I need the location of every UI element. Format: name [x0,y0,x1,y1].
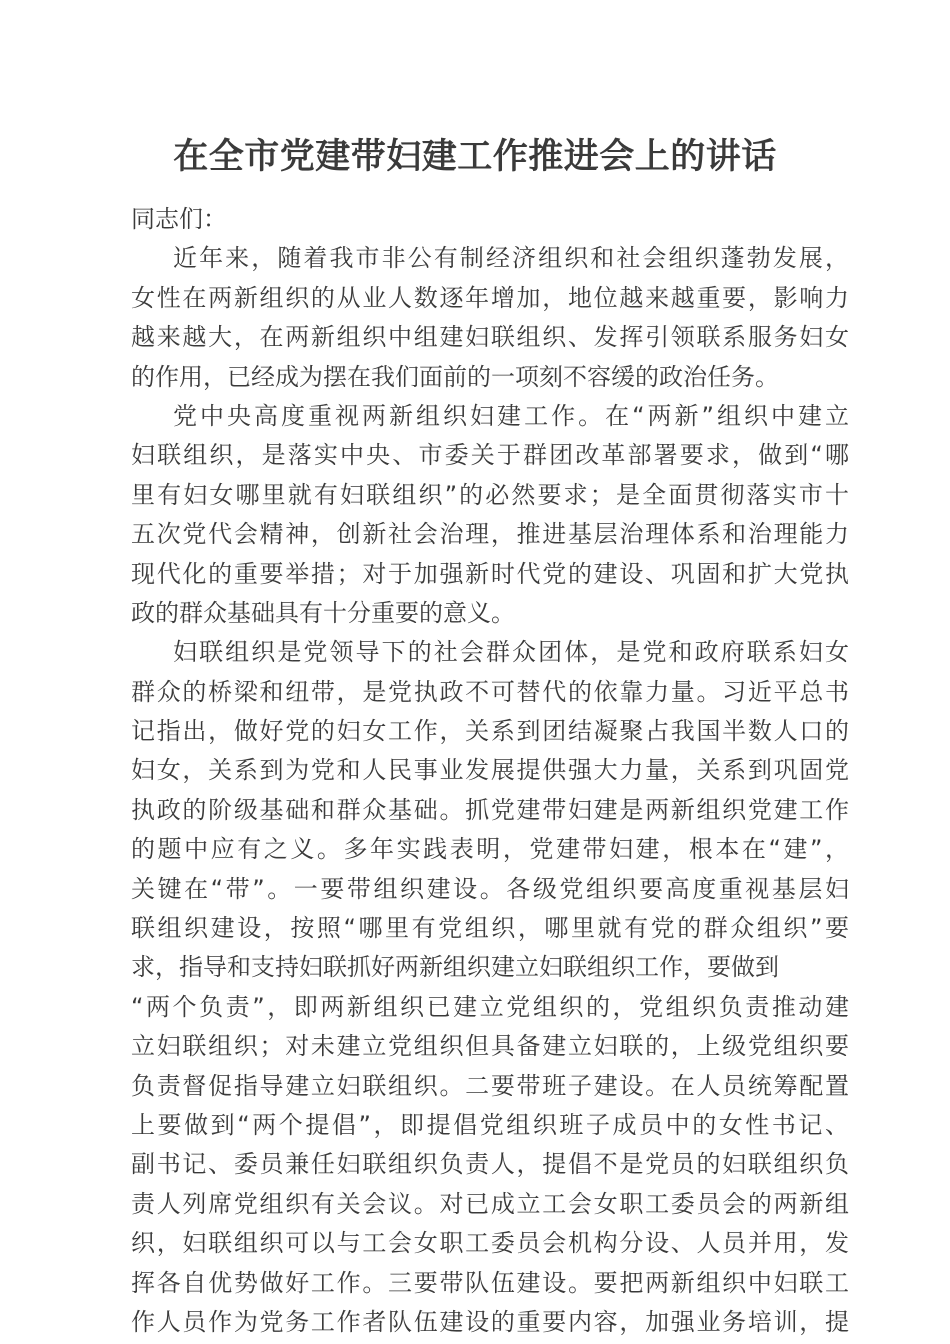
document-body [131,200,849,1342]
text-line: 副书记、委员兼任妇联组织负责人，提倡不是党员的妇联组织负 [131,1150,849,1179]
text-line: 求，指导和支持妇联抓好两新组织建立妇联组织工作，要做到 [131,953,779,982]
text-line: 同志们： [131,205,227,233]
text-line: 织，妇联组织可以与工会女职工委员会机构分设、人员并用，发 [131,1229,849,1258]
text-line: 妇女，关系到为党和人民事业发展提供强大力量，关系到巩固党 [131,756,849,785]
text-line: 记指出，做好党的妇女工作，关系到团结凝聚占我国半数人口的 [131,717,849,746]
document-title: 在全市党建带妇建工作推进会上的讲话 [173,137,777,177]
text-line: 的题中应有之义。多年实践表明，党建带妇建，根本在“建”， [131,835,849,864]
text-line: 五次党代会精神，创新社会治理，推进基层治理体系和治理能力 [131,520,849,549]
text-line: 里有妇女哪里就有妇联组织”的必然要求；是全面贯彻落实市十 [131,480,849,509]
text-line: 政的群众基础具有十分重要的意义。 [131,598,515,627]
text-line: 女性在两新组织的从业人数逐年增加，地位越来越重要，影响力 [131,283,849,312]
text-line: 党中央高度重视两新组织妇建工作。在“两新”组织中建立 [173,401,849,430]
text-line: 近年来，随着我市非公有制经济组织和社会组织蓬勃发展， [173,244,849,273]
text-line: 挥各自优势做好工作。三要带队伍建设。要把两新组织中妇联工 [131,1268,849,1297]
text-line: 执政的阶级基础和群众基础。抓党建带妇建是两新组织党建工作 [131,795,849,824]
text-line: 立妇联组织；对未建立党组织但具备建立妇联的，上级党组织要 [131,1032,849,1061]
text-line: 群众的桥梁和纽带，是党执政不可替代的依靠力量。习近平总书 [131,677,849,706]
text-line: 关键在“带”。一要带组织建设。各级党组织要高度重视基层妇 [131,874,849,903]
text-line: 现代化的重要举措；对于加强新时代党的建设、巩固和扩大党执 [131,559,849,588]
text-line: 越来越大，在两新组织中组建妇联组织、发挥引领联系服务妇女 [131,323,849,352]
text-line: 负责督促指导建立妇联组织。二要带班子建设。在人员统筹配置 [131,1071,849,1100]
text-line: 责人列席党组织有关会议。对已成立工会女职工委员会的两新组 [131,1189,849,1218]
text-line: 作人员作为党务工作者队伍建设的重要内容，加强业务培训，提 [131,1307,849,1336]
text-line: 上要做到“两个提倡”，即提倡党组织班子成员中的女性书记、 [131,1110,849,1139]
text-line: 联组织建设，按照“哪里有党组织，哪里就有党的群众组织”要 [131,914,849,943]
text-line: 妇联组织，是落实中央、市委关于群团改革部署要求，做到“哪 [131,441,849,470]
text-line: 妇联组织是党领导下的社会群众团体，是党和政府联系妇女 [173,638,849,667]
text-line: 的作用，已经成为摆在我们面前的一项刻不容缓的政治任务。 [131,362,779,391]
text-line: “两个负责”，即两新组织已建立党组织的，党组织负责推动建 [131,992,849,1021]
